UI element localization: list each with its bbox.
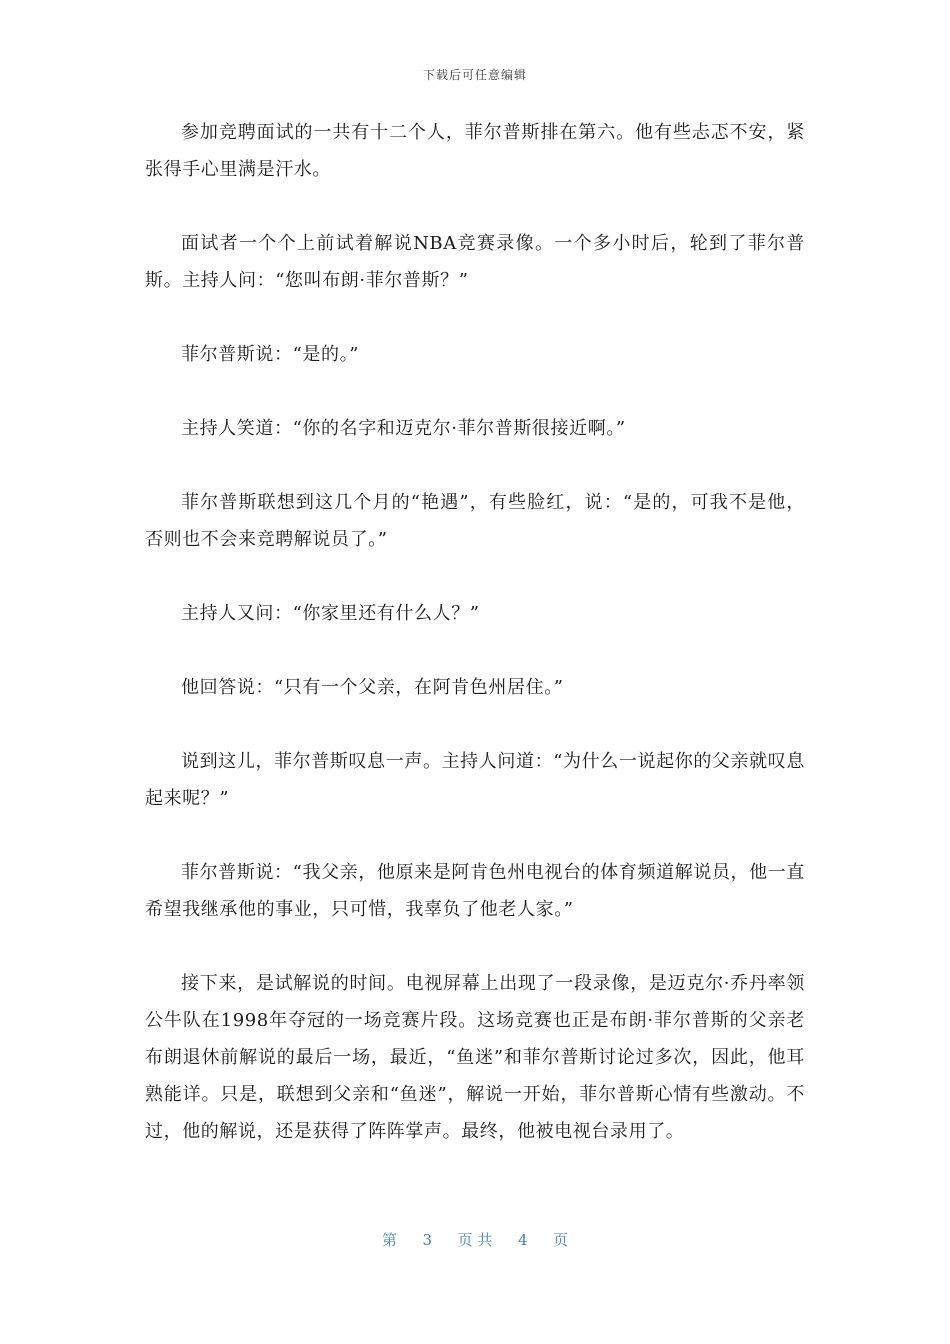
footer-total-pages: 4 bbox=[517, 1231, 528, 1249]
document-body bbox=[145, 114, 805, 1150]
paragraph: 参加竞聘面试的一共有十二个人，菲尔普斯排在第六。他有些忐忑不安，紧张得手心里满是汗水。 bbox=[145, 122, 805, 180]
page-footer bbox=[0, 1229, 950, 1250]
paragraph: 接下来，是试解说的时间。电视屏幕上出现了一段录像，是迈克尔·乔丹率领公牛队在1998年夺冠的一场竞赛片段。这场竞赛也正是布朗·菲尔普斯的父亲老布朗退休前解说的最后一场，最近，“鱼迷”和菲尔普斯讨论过多次，因此，他耳熟能详。只是，联想到父亲和“鱼迷”，解说一开始，菲尔普斯心情有些激动。不过，他的解说，还是获得了阵阵掌声。最终，他被电视台录用了。 bbox=[145, 973, 805, 1142]
paragraph: 说到这儿，菲尔普斯叹息一声。主持人问道：“为什么一说起你的父亲就叹息起来呢？” bbox=[145, 751, 805, 809]
paragraph: 面试者一个个上前试着解说NBA竞赛录像。一个多小时后，轮到了菲尔普斯。主持人问：“您叫布朗·菲尔普斯？” bbox=[145, 233, 805, 291]
paragraph: 主持人又问：“你家里还有什么人？” bbox=[181, 603, 480, 624]
footer-label-of: 页 共 bbox=[457, 1231, 493, 1249]
paragraph: 主持人笑道：“你的名字和迈克尔·菲尔普斯很接近啊。” bbox=[181, 418, 626, 439]
paragraph: 菲尔普斯说：“我父亲，他原来是阿肯色州电视台的体育频道解说员，他一直希望我继承他的事业，只可惜，我辜负了他老人家。” bbox=[145, 862, 805, 920]
paragraph: 菲尔普斯联想到这几个月的“艳遇”，有些脸红，说：“是的，可我不是他，否则也不会来竞聘解说员了。” bbox=[145, 492, 805, 550]
footer-label-end: 页 bbox=[553, 1231, 569, 1249]
paragraph: 他回答说：“只有一个父亲，在阿肯色州居住。” bbox=[181, 677, 564, 698]
page-header: 下载后可任意编辑 bbox=[422, 68, 527, 82]
footer-label-page: 第 bbox=[381, 1231, 397, 1249]
footer-current-page: 3 bbox=[422, 1231, 433, 1249]
paragraph: 菲尔普斯说：“是的。” bbox=[181, 344, 360, 365]
